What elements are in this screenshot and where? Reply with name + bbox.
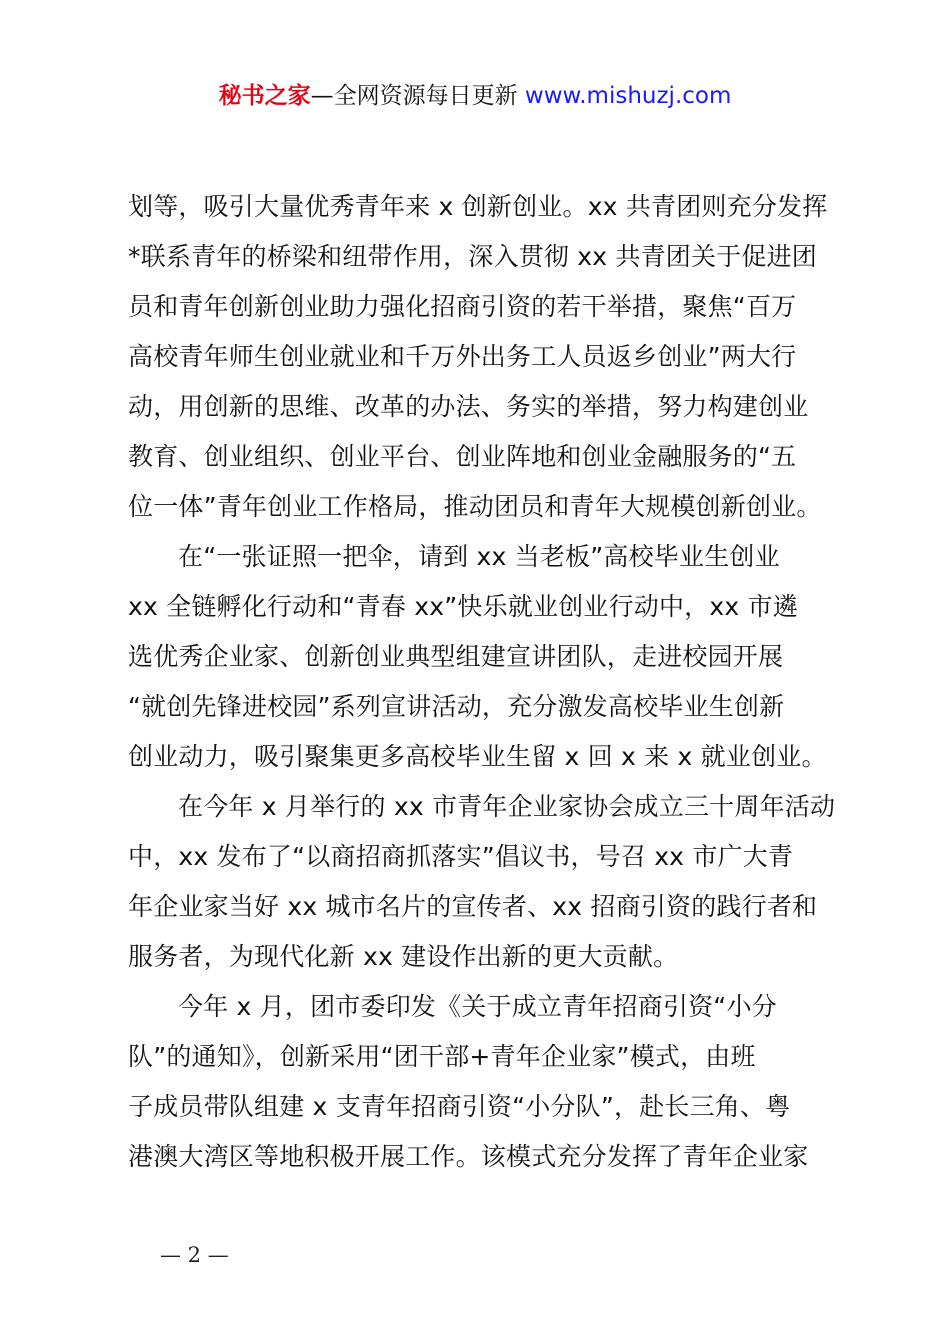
paragraph-start-line: 今年 x 月，团市委印发《关于成立青年招商引资“小分 (178, 992, 777, 1021)
text-line: 高校青年师生创业就业和千万外出务工人员返乡创业”两大行 (128, 342, 797, 371)
text-line: 子成员带队组建 x 支青年招商引资“小分队”，赴长三角、粤 (128, 1092, 791, 1121)
text-line: “就创先锋进校园”系列宣讲活动，充分激发高校毕业生创新 (128, 692, 785, 721)
text-line: 位一体”青年创业工作格局，推动团员和青年大规模创新创业。 (128, 492, 822, 521)
text-line: 年企业家当好 xx 城市名片的宣传者、xx 招商引资的践行者和 (128, 892, 818, 921)
text-line: 选优秀企业家、创新创业典型组建宣讲团队，走进校园开展 (128, 642, 784, 671)
site-brand: 秘书之家 (218, 83, 311, 109)
site-header (0, 80, 950, 112)
text-line: 中，xx 发布了“以商招商抓落实”倡议书，号召 xx 市广大青 (128, 842, 794, 871)
text-line: 队”的通知》，创新采用“团干部+青年企业家”模式，由班 (128, 1042, 756, 1071)
site-tagline: —全网资源每日更新 (310, 83, 518, 109)
text-line: 港澳大湾区等地积极开展工作。该模式充分发挥了青年企业家 (128, 1142, 809, 1171)
site-url[interactable]: www.mishuzj.com (524, 83, 732, 109)
paragraph-start-line: 在“一张证照一把伞，请到 xx 当老板”高校毕业生创业 (178, 542, 780, 571)
paragraph-start-line: 在今年 x 月举行的 xx 市青年企业家协会成立三十周年活动 (178, 792, 836, 821)
page-number: — 2 — (160, 1243, 229, 1267)
text-line: *联系青年的桥梁和纽带作用，深入贯彻 xx 共青团关于促进团 (128, 242, 817, 271)
document-body (128, 182, 836, 1182)
text-line: 创业动力，吸引聚集更多高校毕业生留 x 回 x 来 x 就业创业。 (128, 742, 827, 771)
text-line: 服务者，为现代化新 xx 建设作出新的更大贡献。 (128, 942, 679, 971)
text-line: 教育、创业组织、创业平台、创业阵地和创业金融服务的“五 (128, 442, 797, 471)
text-line: 划等，吸引大量优秀青年来 x 创新创业。xx 共青团则充分发挥 (128, 192, 828, 221)
text-line: 动，用创新的思维、改革的办法、务实的举措，努力构建创业 (128, 392, 809, 421)
text-line: 员和青年创新创业助力强化招商引资的若干举措，聚焦“百万 (128, 292, 797, 321)
text-line: xx 全链孵化行动和“青春 xx”快乐就业创业行动中，xx 市遴 (128, 592, 798, 621)
